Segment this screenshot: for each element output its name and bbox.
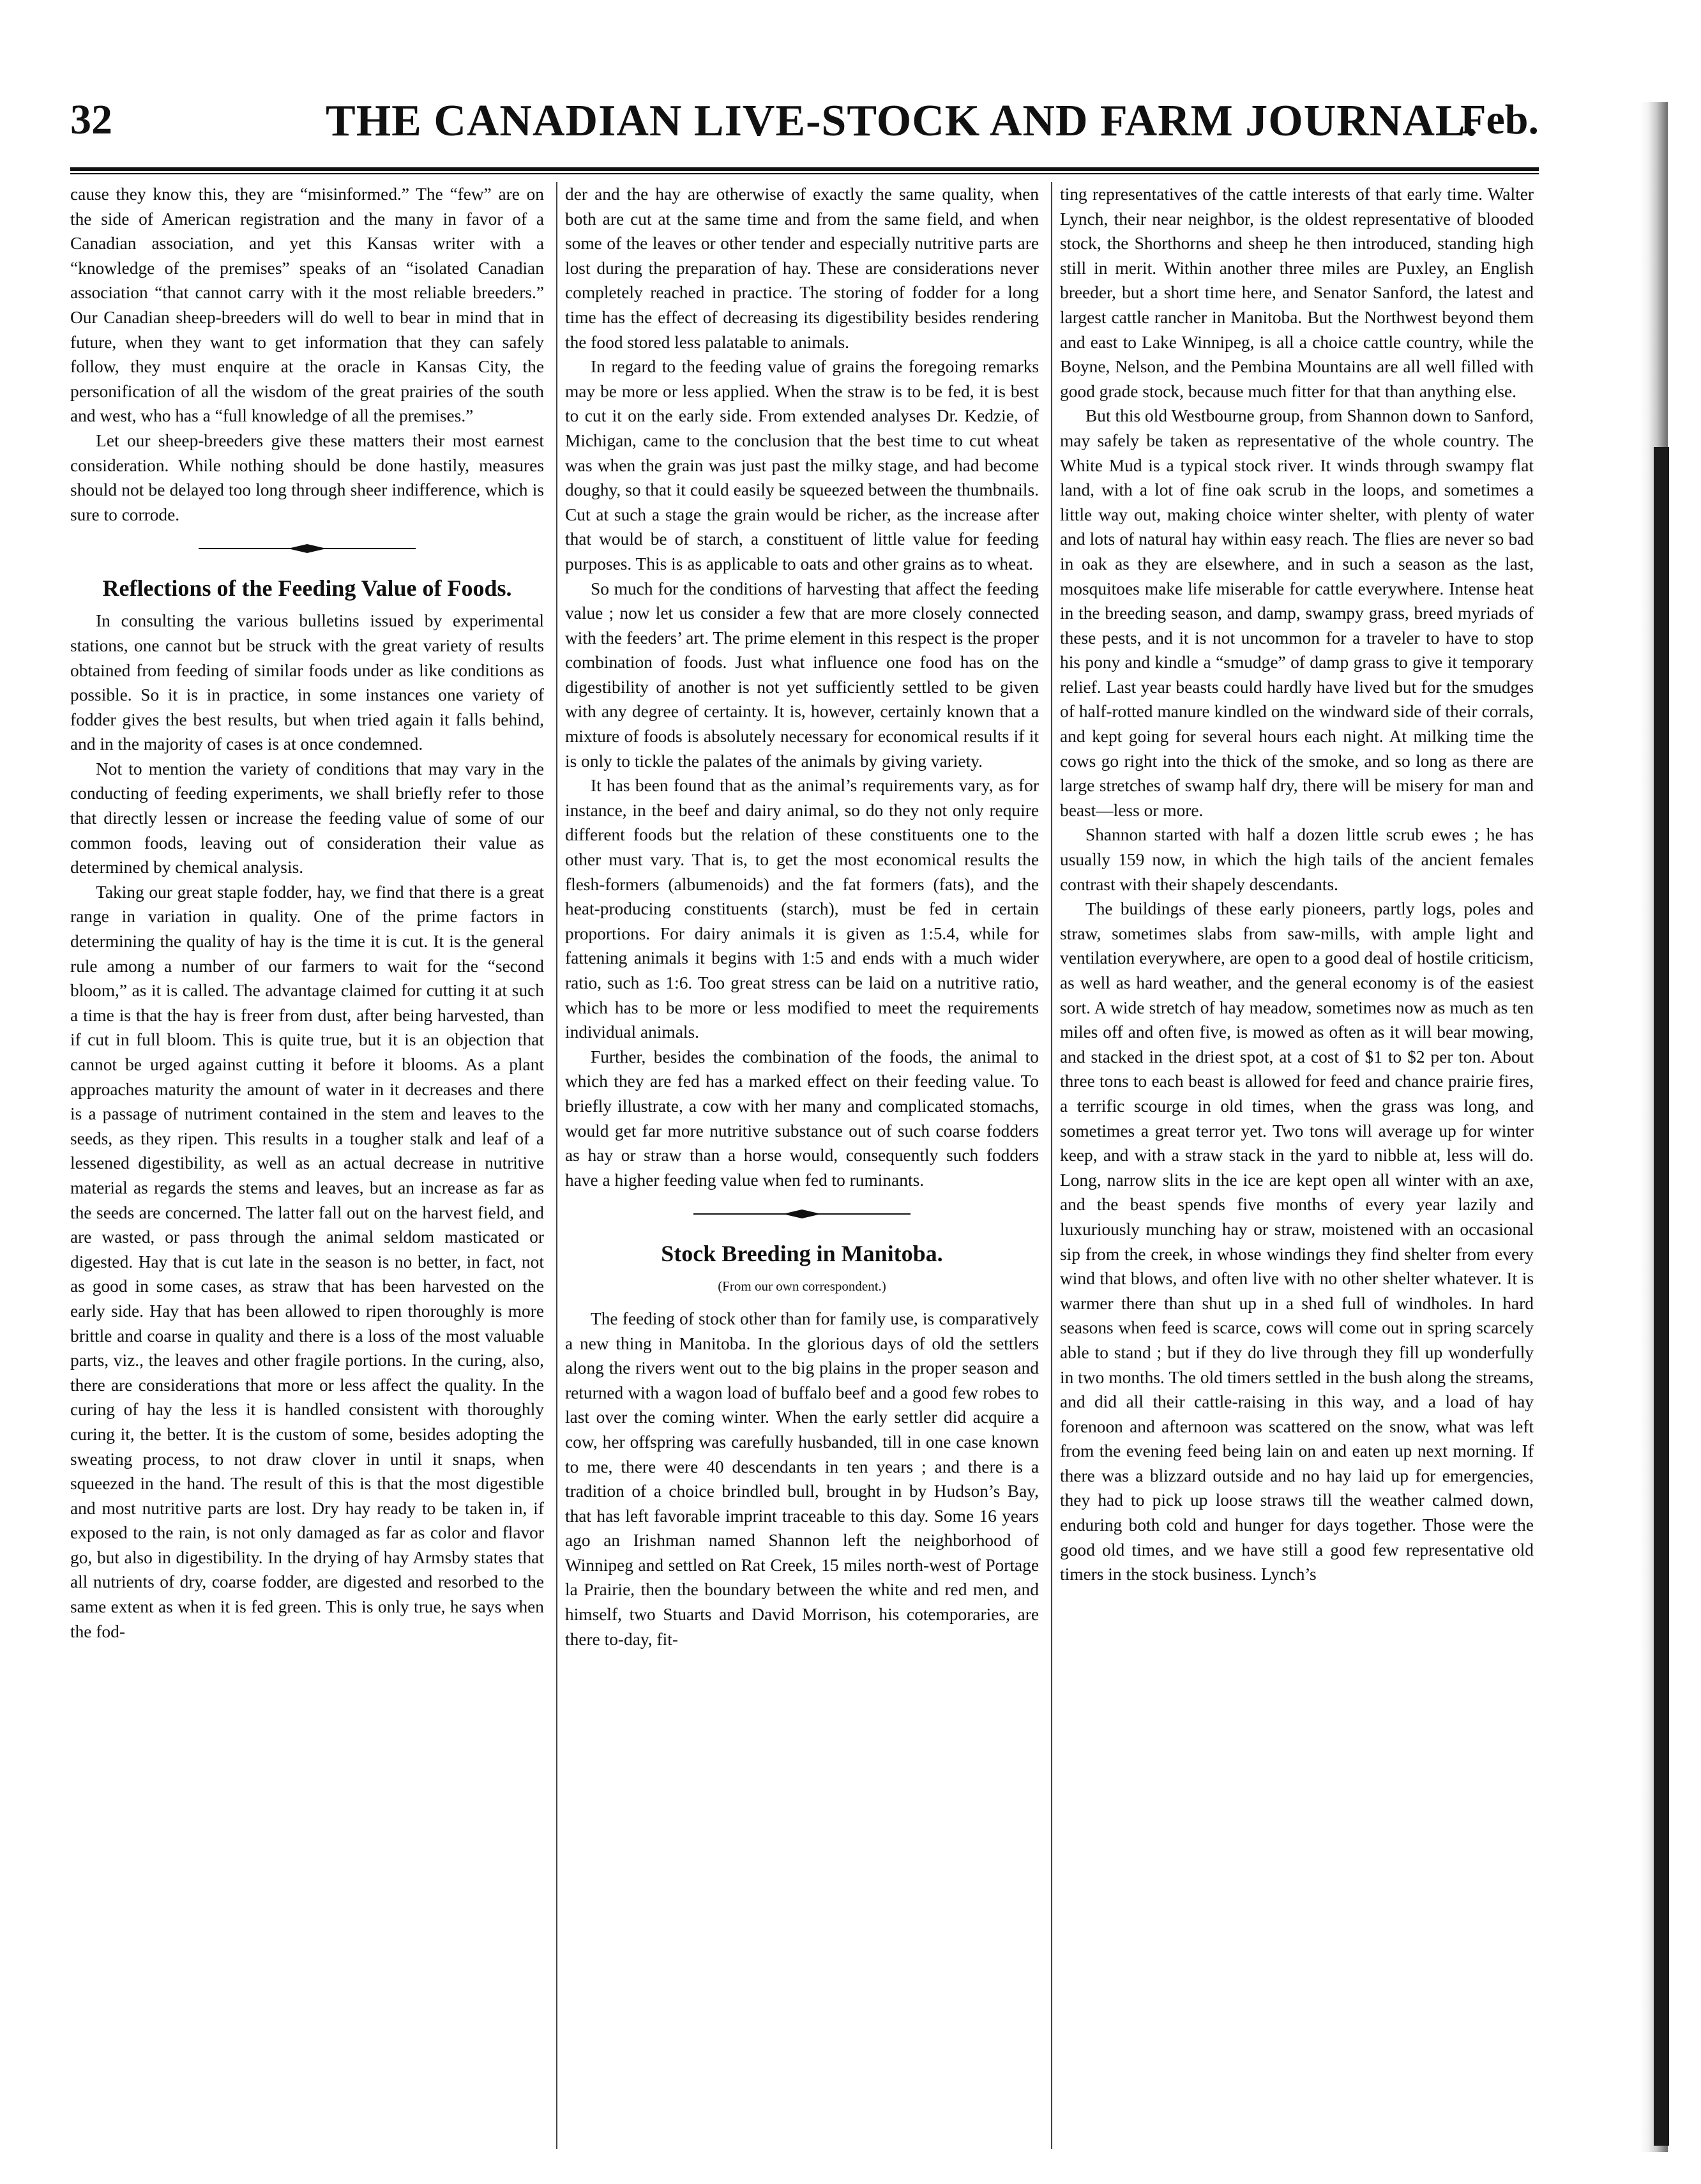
page-header xyxy=(70,96,1539,153)
header-rule xyxy=(70,167,1539,174)
column-2 xyxy=(565,182,1039,2149)
paragraph: In regard to the feeding value of grains the foregoing remarks may be more or less applied. When the straw is to be fed, it is best to cut it on the early side. From extended analyses Dr. Kedzie, of Michigan, came to the conclusion that the best time to cut wheat was when the grain was just past the milky stage, and had become doughy, so that it could easily be squeezed between the thumbnails. Cut at such a stage the grain would be richer, as the increase after that would be of starch, a constituent of little value for feeding purposes. This is as applicable to oats and other grains as to wheat. xyxy=(565,357,1039,573)
column-divider xyxy=(556,182,557,2149)
paragraph: So much for the conditions of harvesting that affect the feeding value ; now let us consider a few that are more closely connected with the feeders’ art. The prime element in this respect is the proper combination of foods. Just what influence one food has on the digestibility of another is not yet sufficiently settled to be given with any degree of certainty. It is, however, certainly known that a mixture of foods is absolutely necessary for economical results if it is only to tickle the palates of the animals by giving variety. xyxy=(565,579,1039,771)
paragraph: Taking our great staple fodder, hay, we find that there is a great range in variation in quality. One of the prime factors in determining the quality of hay is the time it is cut. It is the general rule among a number of our farmers to wait for the “second bloom,” as it is called. The advantage claimed for cutting it at such a time is that the hay is freer from dust, after being harvested, than if cut in full bloom. This is quite true, but it is an objection that cannot be urged against cutting it before it blooms. As a plant approaches maturity the amount of water in it decreases and there is a passage of nutriment contained in the stem and leaves to the seeds, as they ripen. This results in a tougher stalk and leaf of a lessened digestibility, as well as an actual decrease in nutritive material as regards the stems and leaves, but an increase as far as the seeds are concerned. The latter fall out on the harvest field, and are wasted, or pass through the animal seldom masticated or digested. Hay that is cut late in the season is no better, in fact, not as good in some cases, as straw that has been harvested on the early side. Hay that has been allowed to ripen thoroughly is more brittle and coarse in quality and there is a loss of the most valuable parts, viz., the leaves and other fragile portions. In the curing, also, there are considerations that more or less affect the quality. In the curing of hay the less it is handled consistent with thoroughly curing it, the better. It is the custom of some, besides adopting the sweating process, to not draw clover in until it snaps, when squeezed in the hand. The result of this is that the most digestible and most nutritive parts are lost. Dry hay ready to be taken in, if exposed to the rain, is not only damaged as far as color and flavor go, but also in digestibility. In the drying of hay Armsby states that all nutrients of dry, coarse fodder, are digested and resorbed to the same extent as when it is fed green. This is only true, he says when the fod- xyxy=(70,882,544,1641)
paragraph: It has been found that as the animal’s requirements vary, as for instance, in the beef and dairy animal, so do they not only require different foods but the relation of these constituents one to the other must vary. That is, to get the most economical results the flesh-formers (albumenoids) and the fat formers (fats), and the heat-producing constituents (starch), must be fed in certain proportions. For dairy animals it is given as 1:5.4, while for fattening animals it begins with 1:5 and ends with a much wider ratio, such as 1:6. Too great stress can be laid on a nutritive ratio, which has to be more or less modified to meet the requirements individual animals. xyxy=(565,776,1039,1042)
journal-title: THE CANADIAN LIVE-STOCK AND FARM JOURNAL. xyxy=(326,96,1478,146)
section-ornament xyxy=(199,542,416,555)
paragraph: ting representatives of the cattle interests of that early time. Walter Lynch, their near neighbor, is the oldest representative of blooded stock, the Shorthorns and sheep he then introduced, standing high still in merit. Within another three miles are Puxley, an English breeder, but a short time here, and Senator Sanford, the latest and largest cattle rancher in Manitoba. But the Northwest beyond them and east to Lake Winnipeg, is all a choice cattle country, while the Boyne, Nelson, and the Pembina Mountains are all well filled with good grade stock, because much fitter for that than anything else. xyxy=(1060,185,1534,401)
article-byline: (From our own correspondent.) xyxy=(718,1278,886,1294)
section-ornament xyxy=(693,1208,911,1220)
paragraph: Not to mention the variety of conditions that may vary in the conducting of feeding experiments, we shall briefly refer to those that directly lessen or increase the feeding value of some of our common foods, leaving out of consideration their value as determined by chemical analysis. xyxy=(70,759,544,877)
paragraph: Further, besides the combination of the foods, the animal to which they are fed has a marked effect on their feeding value. To briefly illustrate, a cow with her many and complicated stomachs, would get far more nutritive substance out of such coarse fodders as hay or straw than a horse would, consequently such fodders have a higher feeding value when fed to ruminants. xyxy=(565,1047,1039,1190)
scan-edge-binding xyxy=(1654,447,1669,2146)
column-divider xyxy=(1051,182,1052,2149)
issue-month: Feb. xyxy=(1460,96,1539,143)
paragraph: Let our sheep-breeders give these matters their most earnest consideration. While nothing should be done hastily, measures should not be delayed too long through sheer indifference, which is sure to corrode. xyxy=(70,430,544,524)
column-3 xyxy=(1060,182,1534,2149)
article-heading: Reflections of the Feeding Value of Foods. xyxy=(102,575,512,602)
paragraph: But this old Westbourne group, from Shannon down to Sanford, may safely be taken as representative of the whole country. The White Mud is a typical stock river. It winds through swampy flat land, with a lot of fine oak scrub in the loops, and sometimes a little way out, making choice winter shelter, with plenty of water and lots of natural hay within easy reach. The flies are never so bad in oak as they are elsewhere, and in such a season as the last, mosquitoes make life miserable for cattle everywhere. Intense heat in the breeding season, and damp, swampy grass, breed myriads of these pests, and it is not uncommon for a traveler to have to stop his pony and kindle a “smudge” of damp grass to give it temporary relief. Last year beasts could hardly have lived but for the smudges of half-rotted manure kindled on the windward side of their corrals, and kept going for several hours each night. At milking time the cows go right into the thick of the smoke, and so long as there are large stretches of swamp half dry, there will be misery for man and beast—less or more. xyxy=(1060,406,1534,820)
column-1 xyxy=(70,182,544,2149)
paragraph: der and the hay are otherwise of exactly the same quality, when both are cut at the same time and from the same field, and when some of the leaves or other tender and especially nutritive parts are lost during the preparation of hay. These are considerations never completely reached in practice. The storing of fodder for a long time has the effect of decreasing its digestibility besides rendering the food stored less palatable to animals. xyxy=(565,185,1039,352)
paragraph: cause they know this, they are “misinformed.” The “few” are on the side of American registration and the many in favor of a Canadian association, and yet this Kansas writer with a “knowledge of the premises” speaks of an “isolated Canadian association “that cannot carry with it the most reliable breeders.” Our Canadian sheep-breeders will do well to bear in mind that in future, when they want to get information that they can safely follow, they must enquire at the oracle in Kansas City, the personification of all the wisdom of the great prairies of the south and west, who has a “full knowledge of all the premises.” xyxy=(70,185,544,426)
paragraph: The buildings of these early pioneers, partly logs, poles and straw, sometimes slabs from saw-mills, with ample light and ventilation everywhere, are open to a good deal of hostile criticism, as well as hard weather, and the general economy is of the easiest sort. A wide stretch of hay meadow, sometimes now as much as ten miles off and often five, is mowed as often as it will bear mowing, and stacked in the driest spot, at a cost of $1 to $2 per ton. About three tons to each beast is allowed for feed and chance prairie fires, a terrific scourge in old times, when the grass was long, and sometimes a great terror yet. Two tons will average up for winter keep, and with a straw stack in the yard to nibble at, less will do. Long, narrow slits in the ice are kept open all winter with an axe, and the beast spends five months of every year lazily and luxuriously munching hay or straw, moistened with an occasional sip from the creek, in whose windings they find shelter from every wind that blows, and often live with no other shelter whatever. It is warmer there than shut up in a shed full of windholes. In hard seasons when feed is scarce, cows will come out in spring scarcely able to stand ; but if they do live through they fill up wonderfully in two months. The old timers settled in the bush along the streams, and did all their cattle-raising in this way, and a load of hay forenoon and afternoon was scattered on the snow, what was left from the evening feed being lain on and eaten up next morning. If there was a blizzard outside and no hay laid up for emergencies, they had to pick up loose straws till the weather calmed down, enduring both cold and hunger for days together. Those were the good old times, and we have still a good few representative old timers in the stock business. Lynch’s xyxy=(1060,899,1534,1584)
paragraph: In consulting the various bulletins issued by experimental stations, one cannot but be struck with the great variety of results obtained from feeding of similar foods under as like conditions as possible. So it is in practice, in some instances one variety of fodder gives the best results, but when tried again it falls behind, and in the majority of cases is at once condemned. xyxy=(70,611,544,754)
paragraph: The feeding of stock other than for family use, is comparatively a new thing in Manitoba. In the glorious days of old the settlers along the rivers went out to the big plains in the proper season and returned with a wagon load of buffalo beef and a good few robes to last over the coming winter. When the early settler did acquire a cow, her offspring was carefully husbanded, till in one case known to me, there were 40 descendants in ten years ; and there is a tradition of a choice brindled bull, brought in by Hudson’s Bay, that has left favorable imprint traceable to this day. Some 16 years ago an Irishman named Shannon left the neighborhood of Winnipeg and settled on Rat Creek, 15 miles north-west of Portage la Prairie, then the boundary between the white and red men, and himself, two Stuarts and David Morrison, his cotemporaries, are there to-day, fit- xyxy=(565,1308,1039,1649)
paragraph: Shannon started with half a dozen little scrub ewes ; he has usually 159 now, in which the high tails of the ancient females contrast with their shapely descendants. xyxy=(1060,825,1534,894)
page-number: 32 xyxy=(70,96,112,143)
article-heading: Stock Breeding in Manitoba. xyxy=(661,1241,943,1267)
